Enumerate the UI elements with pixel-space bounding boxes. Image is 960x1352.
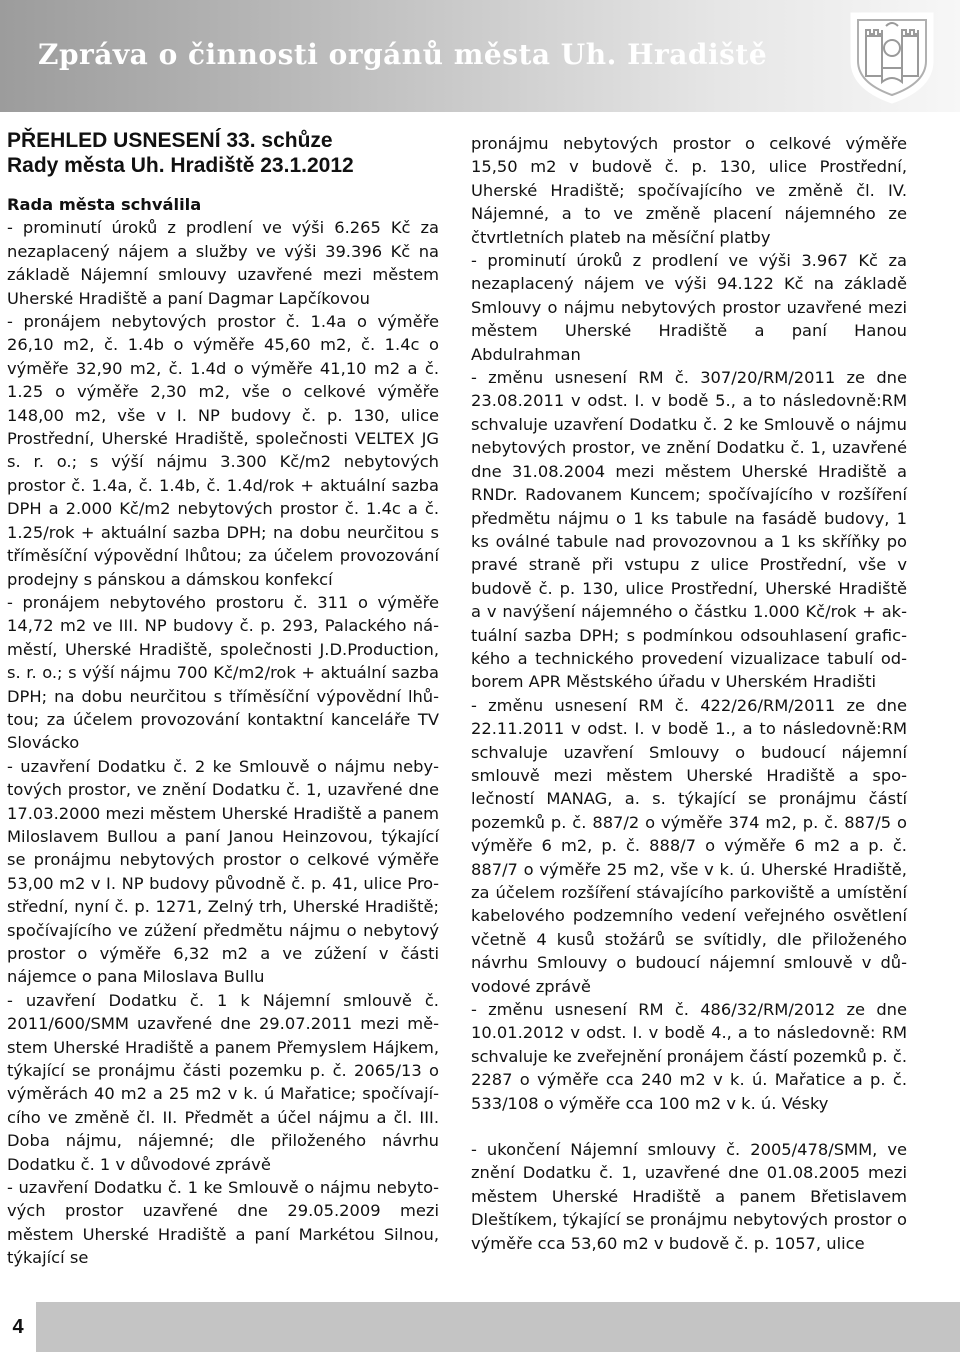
resolution-item: pronájmu nebytových prostor o celkové výměře 15,50 m2 v budově č. p. 130, ulice Prostřední, Uherské Hradiště; spočívajícího ve změně čl. IV. Nájemné, a to ve změně placení nájemného ze čtvrtletních plateb na měsíční platby — [471, 134, 907, 247]
resolution-heading — [7, 128, 439, 178]
heading-line-1: PŘEHLED USNESENÍ 33. schůze — [7, 129, 333, 152]
city-coat-of-arms-icon — [842, 6, 942, 106]
resolution-item: - změnu usnesení RM č. 307/20/RM/2011 ze dne 23.08.2011 v odst. I. v bodě 5., a to následovně:RM schvaluje uzavření Dodatku č. 2 ke Smlouvě o nájmu nebytových prostor, ve znění Dodatku č. 1, uzavřené dne 31.08.2004 mezi městem Uherské Hradiště a RNDr. Radovanem Kuncem; spočívajícího v rozšíření předmětu nájmu o 1 ks tabule na fasádě budovy, 1 ks oválné tabule nad provozovnou a 1 ks skříňky po pravé straně při vstupu z ulice Prostřední, vše v budově č. p. 130, ulice Prostřední, Uherské Hradiště a v navýšení nájemného o částku 1.000 Kč/rok + aktuální sazba DPH; s podmínkou odsouhlasení grafického a technického provedení vizualizace tabulí odborem APR Městského úřadu v Uherském Hradišti — [471, 368, 907, 692]
right-column — [471, 132, 907, 1255]
paragraph-spacer — [471, 1115, 907, 1138]
resolution-item: - prominutí úroků z prodlení ve výši 6.265 Kč za nezaplacený nájem a služby ve výši 39.396 Kč na základě Nájemní smlouvy uzavřené mezi městem Uherské Hradiště a paní Dagmar Lapčíkovou — [7, 218, 439, 308]
resolution-item: - uzavření Dodatku č. 1 k Nájemní smlouvě č. 2011/600/SMM uzavřené dne 29.07.2011 mezi městem Uherské Hradiště a panem Přemyslem Hájkem, týkající se pronájmu části pozemku p. č. 2065/13 o výměrách 40 m2 a 25 m2 v k. ú Mařatice; spočívajícího ve změně čl. II. Předmět a účel nájmu a čl. III. Doba nájmu, nájemné; dle přiloženého návrhu Dodatku č. 1 v důvodové zprávě — [7, 990, 439, 1174]
resolution-item: - změnu usnesení RM č. 422/26/RM/2011 ze dne 22.11.2011 v odst. I. v bodě 1., a to následovně:RM schvaluje uzavření Smlouvy o budoucí nájemní smlouvě mezi městem Uherské Hradiště a společností MANAG, a. s. týkající se pronájmu částí pozemků p. č. 887/2 o výměře 374 m2, p. č. 887/5 o výměře 6 m2, p. č. 888/7 o výměře 6 m2 a p. č. 887/7 o výměře 25 m2, vše v k. ú. Uherské Hradiště, za účelem rozšíření stávajícího parkoviště a umístění kabelového podzemního vedení veřejného osvětlení včetně 4 kusů stožárů se svítidly, dle přiloženého návrhu Smlouvy o budoucí nájemní smlouvě v důvodové zprávě — [471, 695, 907, 996]
resolution-item: - uzavření Dodatku č. 2 ke Smlouvě o nájmu nebytových prostor, ve znění Dodatku č. 1, uzavřené dne 17.03.2000 mezi městem Uherské Hradiště a panem Miloslavem Bullou a paní Janou Heinzovou, týkající se pronájmu nebytových prostor o celkové výměře 53,00 m2 v I. NP budovy původně č. p. 41, ulice Prostřední, nyní č. p. 1271, Zelný trh, Uherské Hradiště; spočívajícího ve zúžení předmětu nájmu o nebytový prostor o výměře 6,32 m2 a ve zúžení v části nájemce o pana Miloslava Bullu — [7, 756, 439, 987]
heading-line-2: Rady města Uh. Hradiště 23.1.2012 — [7, 154, 354, 177]
page-number: 4 — [12, 1316, 24, 1338]
header-title: Zpráva o činnosti orgánů města Uh. Hradiště — [38, 38, 768, 71]
section-subheading: Rada města schválila — [7, 195, 202, 214]
page-footer-bar — [0, 1302, 960, 1352]
resolution-item: - pronájem nebytového prostoru č. 311 o výměře 14,72 m2 ve III. NP budovy č. p. 293, Palackého náměstí, Uherské Hradiště, společnosti J.D.Production, s. r. o.; s výší nájmu 700 Kč/m2/rok + aktuální sazba DPH; na dobu neurčitou s tříměsíční výpovědní lhůtou; za účelem provozování kontaktní kanceláře TV Slovácko — [7, 592, 439, 753]
resolution-item: - pronájem nebytových prostor č. 1.4a o výměře 26,10 m2, č. 1.4b o výměře 45,60 m2, č. 1.4c o výměře 32,90 m2, č. 1.4d o výměře 41,10 m2 a č. 1.25 o výměře 2,30 m2, vše o celkové výměře 148,00 m2, vše v I. NP budovy č. p. 130, ulice Prostřední, Uherské Hradiště, společnosti VELTEX JG s. r. o.; s výší nájmu 3.300 Kč/m2 nebytových prostor č. 1.4a, č. 1.4b, č. 1.4d/rok + aktuální sazba DPH a 2.000 Kč/m2 nebytových prostor č. 1.4c a č. 1.25/rok + aktuální sazba DPH; na dobu neurčitou s tříměsíční výpovědní lhůtou; za účelem provozování prodejny s pánskou a dámskou konfekcí — [7, 312, 439, 589]
resolution-item: - ukončení Nájemní smlouvy č. 2005/478/SMM, ve znění Dodatku č. 1, uzavřené dne 01.08.2005 mezi městem Uherské Hradiště a panem Břetislavem Dleštíkem, týkající se pronájmu nebytových prostor o výměře cca 53,60 m2 v budově č. p. 1057, ulice — [471, 1140, 907, 1253]
resolution-item: - prominutí úroků z prodlení ve výši 3.967 Kč za nezaplacený nájem ve výši 94.122 Kč na základě Smlouvy o nájmu nebytových prostor uzavřené mezi městem Uherské Hradiště a paní Hanou Abdulrahman — [471, 251, 907, 364]
resolution-item: - změnu usnesení RM č. 486/32/RM/2012 ze dne 10.01.2012 v odst. I. v bodě 4., a to následovně: RM schvaluje ke zveřejnění pronájem částí pozemků p. č. 2287 o výměře cca 240 m2 v k. ú. Mařatice a p. č. 533/108 o výměře cca 100 m2 v k. ú. Vésky — [471, 1000, 907, 1113]
left-column — [7, 128, 439, 1270]
resolution-item: - uzavření Dodatku č. 1 ke Smlouvě o nájmu nebytových prostor uzavřené dne 29.05.2009 mezi městem Uherské Hradiště a paní Markétou Silnou, týkající se — [7, 1178, 439, 1268]
